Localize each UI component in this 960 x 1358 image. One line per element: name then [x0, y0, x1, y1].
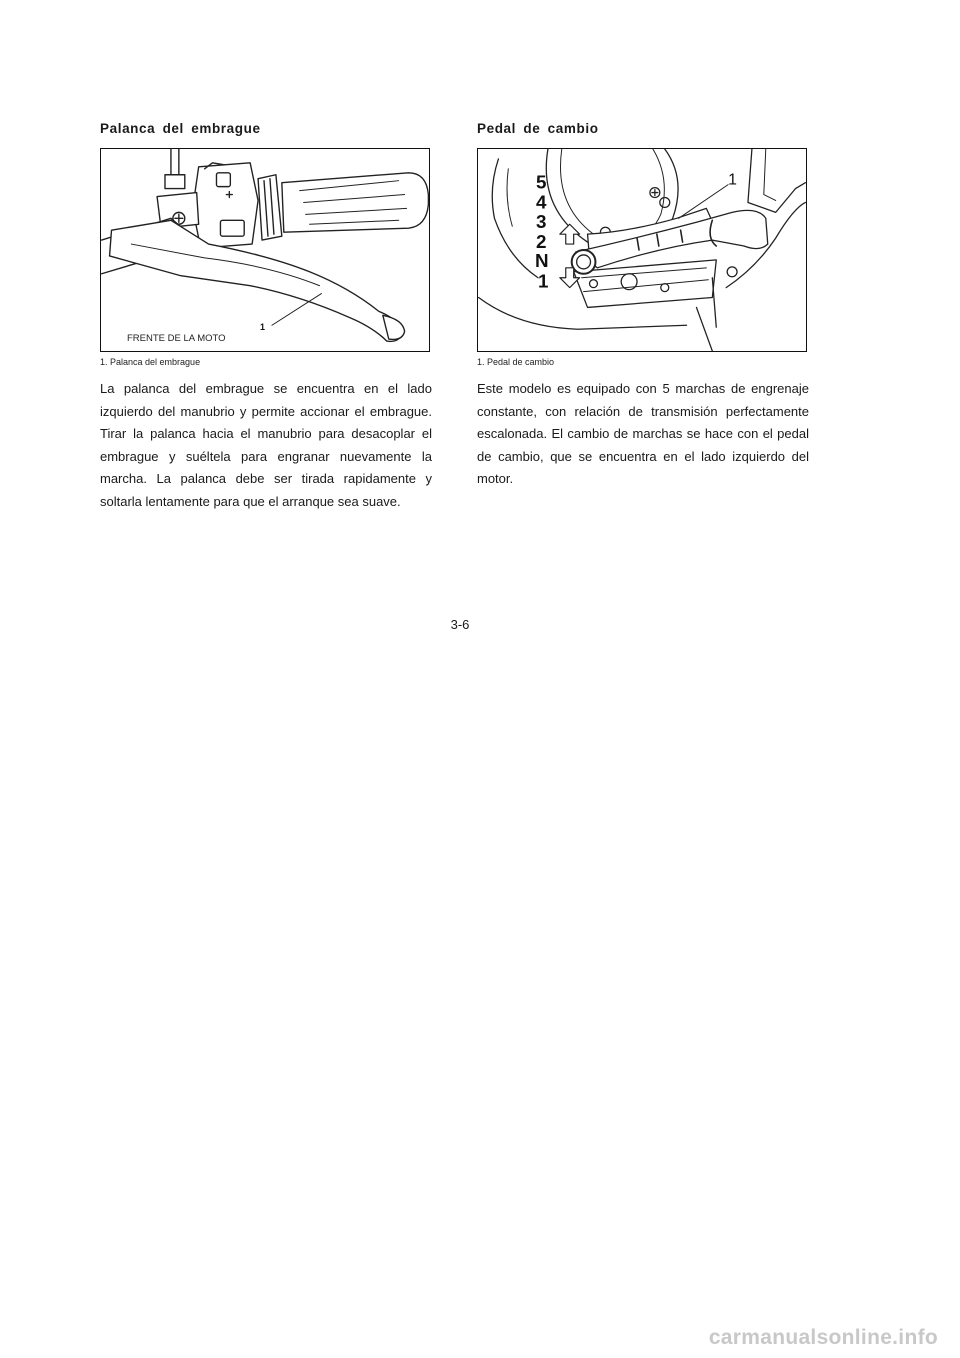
section-title-shift-pedal: Pedal de cambio	[477, 121, 599, 136]
clutch-lever-illustration	[101, 149, 429, 351]
gear-label-4: 4	[536, 191, 547, 213]
shift-pedal-callout: 1	[728, 171, 737, 189]
clutch-lever-section	[100, 120, 432, 513]
shift-pedal-section	[477, 120, 809, 491]
gear-label-1: 1	[538, 270, 549, 292]
clutch-lever-callout: 1	[260, 322, 266, 333]
gear-label-neutral: N	[535, 249, 549, 271]
site-watermark: carmanualsonline.info	[708, 1326, 938, 1349]
body-paragraph: La palanca del embrague se encuentra en el lado izquierdo del manubrio y permite accionar el embrague. Tirar la palanca hacia el manubrio para desacoplar el embrague y suéltela para engranar nuevamente la marcha. La palanca debe ser tirada rapidamente y soltarla lentamente para que el arranque sea suave.	[100, 381, 432, 509]
figure-caption: 1. Pedal de cambio	[477, 357, 555, 367]
shift-pedal-figure	[477, 148, 807, 352]
figure-caption: 1. Palanca del embrague	[100, 357, 201, 367]
gear-label-3: 3	[536, 211, 547, 233]
gear-label-2: 2	[536, 231, 547, 253]
front-of-bike-label: FRENTE DE LA MOTO	[127, 333, 226, 344]
gear-label-5: 5	[536, 171, 547, 193]
section-title-clutch-lever: Palanca del embrague	[100, 121, 261, 136]
page-number: 3-6	[450, 617, 470, 632]
body-paragraph: Este modelo es equipado con 5 marchas de engrenaje constante, con relación de transmisión perfectamente escalonada. El cambio de marchas se hace con el pedal de cambio, que se encuentra en el lado izquierdo del motor.	[477, 381, 809, 486]
clutch-lever-figure	[100, 148, 430, 352]
shift-pedal-illustration	[478, 149, 806, 351]
